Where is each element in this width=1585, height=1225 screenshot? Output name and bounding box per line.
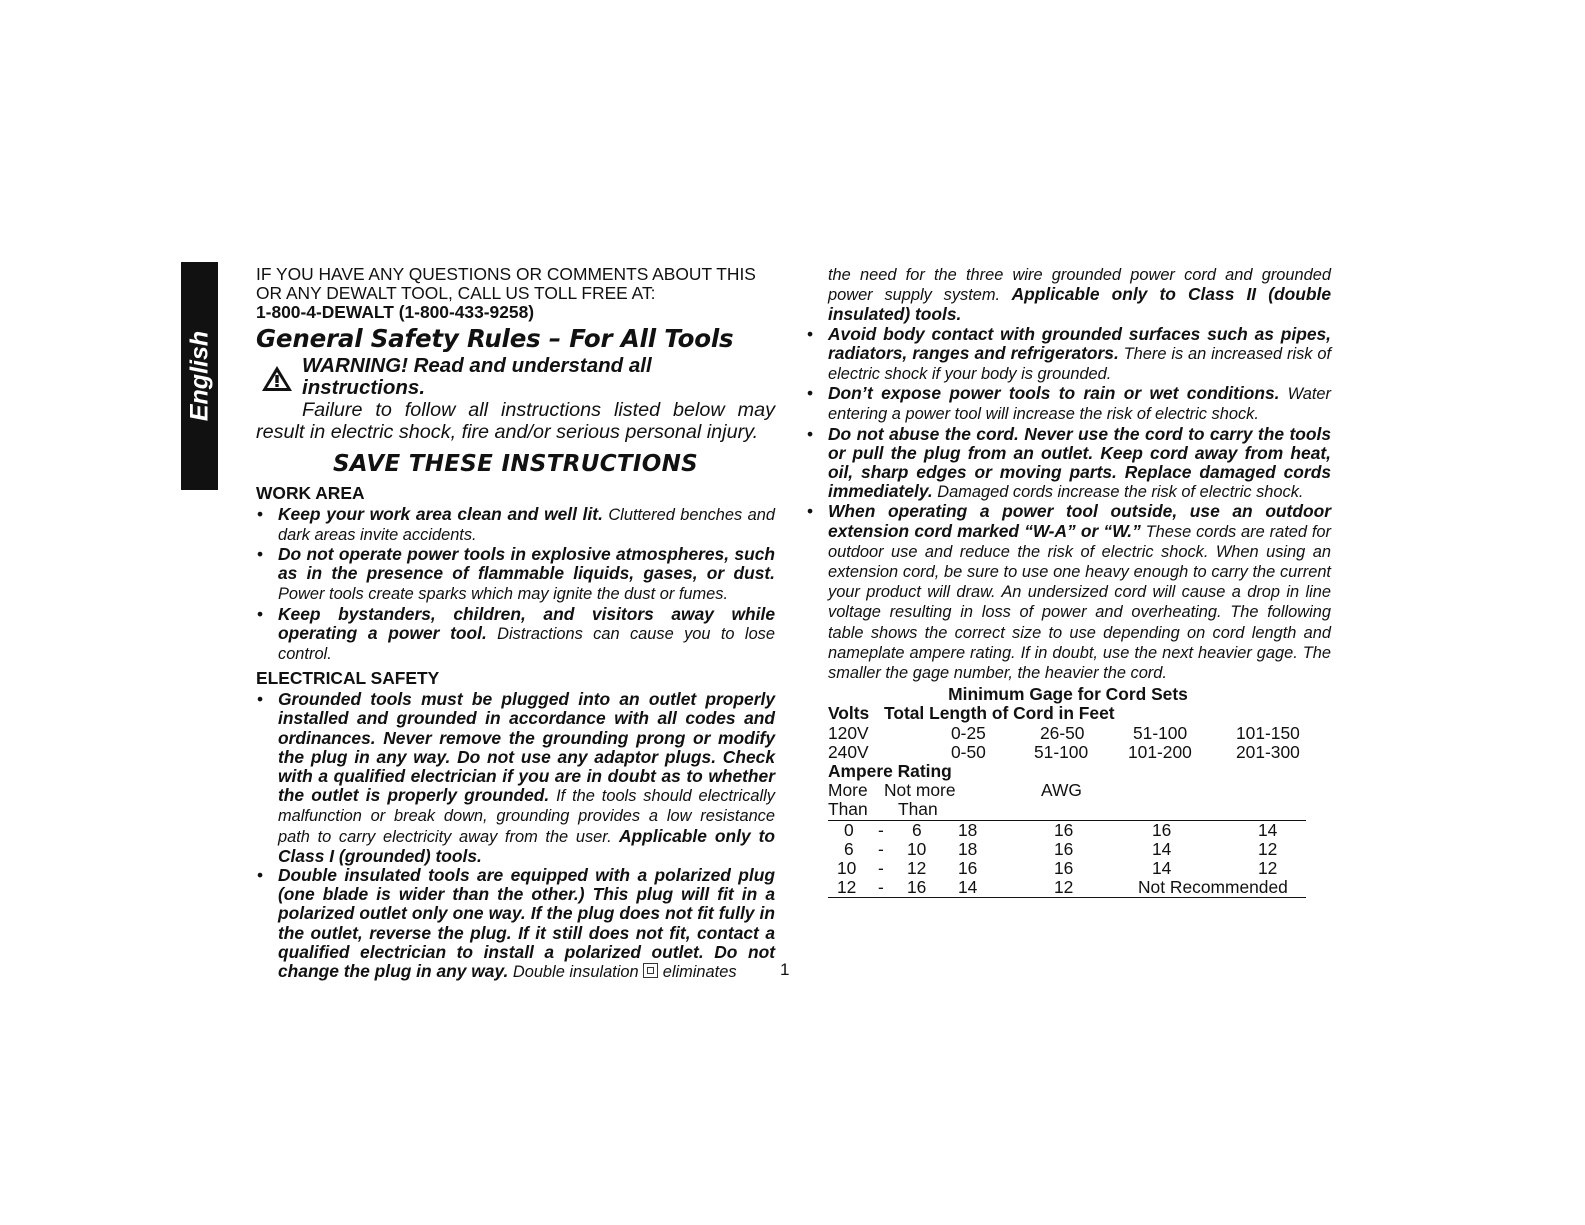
electrical-safety-title: ELECTRICAL SAFETY [256, 668, 440, 689]
warning-line-3: result in electric shock, fire and/or serious personal injury. [256, 420, 759, 443]
table-row: 12 - 16 14 12 Not Recommended [837, 877, 1288, 898]
ampere-rating-label: Ampere Rating [828, 761, 952, 782]
warning-line-2: Failure to follow all instructions listed below may [302, 398, 775, 421]
warning-block [256, 355, 775, 443]
length-label: Total Length of Cord in Feet [884, 703, 1115, 724]
work-area-list [256, 505, 775, 665]
list-item: • Keep your work area clean and well lit. Cluttered benches and dark areas invite accidents. [257, 503, 775, 544]
table-row: 0 - 6 18 16 16 14 [844, 819, 1278, 840]
list-item: • Do not abuse the cord. Never use the cord to carry the tools or pull the plug from an outlet. Keep cord away from heat, oil, sharp edges or moving parts. Replace damaged cords immediately. Damaged cords increase the risk of electric shock. [807, 423, 1331, 502]
table-row: 10 - 12 16 16 14 12 [837, 857, 1278, 878]
warning-lead: WARNING! Read and understand all instructions. [302, 353, 652, 399]
list-item: • Grounded tools must be plugged into an outlet properly installed and grounded in accordance with all codes and ordinances. Never remove the grounding prong or modify the plug in any way. Do not use any adaptor plugs. Check with a qualified electrician if you are in doubt as to whether the outlet is properly grounded. If the tools should electrically malfunction or break down, grounding provides a low resistance path to carry electricity away from the user. Applicable only to Class I (grounded) tools. [257, 689, 775, 866]
volts-label: Volts [828, 703, 870, 724]
language-tab-label: English [185, 330, 213, 422]
list-item: • Keep bystanders, children, and visitors away while operating a power tool. Distractions can cause you to lose control. [257, 603, 775, 664]
table-rule-bottom [828, 897, 1306, 898]
intro-line-1: IF YOU HAVE ANY QUESTIONS OR COMMENTS ABOUT THIS [256, 264, 756, 284]
gage-table [828, 685, 1308, 898]
left-column [256, 265, 775, 982]
gage-table-title: Minimum Gage for Cord Sets [948, 684, 1188, 705]
table-row: 6 - 10 18 16 14 12 [844, 838, 1278, 859]
table-row: 120V 0-25 26-50 51-100 101-150 [828, 722, 1300, 743]
list-item: • Don’t expose power tools to rain or wet conditions. Water entering a power tool will increase the risk of electric shock. [807, 383, 1331, 424]
table-subheader-row: More Not more AWG [828, 780, 1082, 801]
intro-line-2: OR ANY DEWALT TOOL, CALL US TOLL FREE AT: [256, 283, 656, 304]
language-tab [181, 262, 218, 490]
list-item: • When operating a power tool outside, use an outdoor extension cord marked “W-A” or “W.” These cords are rated for outdoor use and reduce the risk of electric shock. When using an extension cord, be sure to use one heavy enough to carry the current your product will draw. An undersized cord will cause a drop in line voltage resulting in loss of power and overheating. The following table shows the correct size to use depending on cord length and nameplate ampere rating. If in doubt, use the next heavier gage. The smaller the gage number, the heavier the cord. [807, 501, 1331, 683]
warning-triangle-icon [260, 363, 294, 393]
table-subheader-row: Than Than [828, 799, 938, 820]
right-column [807, 265, 1332, 898]
save-instructions-title: SAVE THESE INSTRUCTIONS [332, 450, 699, 477]
page-number: 1 [780, 960, 790, 979]
table-header-row [828, 704, 1308, 723]
electrical-list [256, 690, 775, 982]
intro-phone: 1-800-4-DEWALT (1-800-433-9258) [256, 302, 535, 323]
table-row: 240V 0-50 51-100 101-200 201-300 [828, 741, 1300, 762]
list-item: • Do not operate power tools in explosive atmospheres, such as in the presence of flammable liquids, gases, or dust. Power tools create sparks which may ignite the dust or fumes. [257, 544, 775, 604]
page-title: General Safety Rules – For All Tools [256, 323, 734, 353]
list-item: • Double insulated tools are equipped with a polarized plug (one blade is wider than the other.) This plug will fit in a polarized outlet only one way. If the plug does not fit fully in the outlet, reverse the plug. If it still does not fit, contact a qualified electrician to install a polarized outlet. Do not change the plug in any way. Double insulation eliminates [257, 865, 775, 982]
right-list [806, 325, 1331, 684]
work-area-title: WORK AREA [256, 482, 365, 503]
double-insulation-icon [643, 963, 658, 978]
not-recommended-note: Not Recommended [1138, 877, 1288, 898]
list-item: • Avoid body contact with grounded surfaces such as pipes, radiators, ranges and refrigerators. There is an increased risk of electric shock if your body is grounded. [807, 323, 1332, 384]
continuation-paragraph: the need for the three wire grounded power cord and grounded power supply system. Applicable only to Class II (double insulated) tools. [828, 266, 1331, 325]
